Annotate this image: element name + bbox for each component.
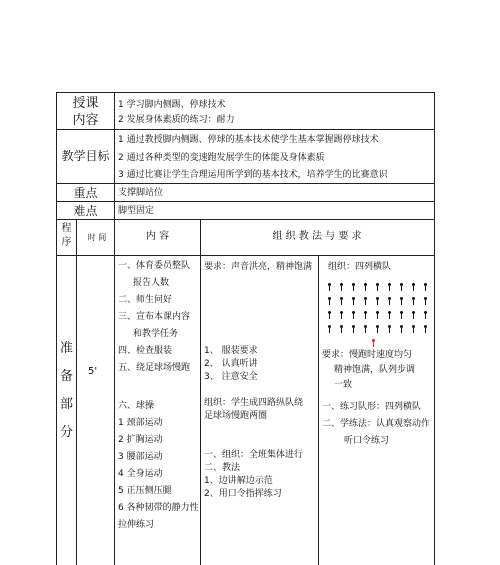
row-divider: [56, 219, 435, 220]
content-item: 和教学任务: [133, 329, 179, 339]
method-list2-item: 一、组织：全班集体进行: [204, 450, 304, 460]
content-item: 五、绕足球场慢跑: [118, 363, 191, 373]
student-figure-icon: [362, 325, 370, 333]
header-method: 组 织 教 法 与 要 求: [272, 231, 362, 242]
method-list1-item: 2、 认真听讲: [204, 359, 258, 369]
student-figure-icon: [410, 297, 418, 305]
content-line-2: 2 发展身体素质的练习：耐力: [118, 115, 235, 125]
content-item: 3 腰部运动: [118, 452, 163, 462]
student-figure-icon: [422, 325, 430, 333]
student-figure-icon: [410, 325, 418, 333]
row-divider: [56, 183, 435, 184]
label-col-divider: [114, 92, 115, 565]
content-item: 4 全身运动: [118, 469, 163, 479]
method-org-line: 组织：学生成四路纵队绕: [204, 398, 304, 408]
student-figure-icon: [386, 283, 394, 291]
content-item: 5 正压侧压腿: [118, 486, 172, 496]
formation-row: [326, 304, 434, 315]
teacher-figure-icon: [370, 339, 378, 347]
student-figure-icon: [398, 311, 406, 319]
student-figure-icon: [398, 297, 406, 305]
student-figure-icon: [386, 325, 394, 333]
header-content: 内 容: [145, 231, 170, 242]
content-item: 四、检查服装: [118, 346, 173, 356]
student-figure-icon: [350, 325, 358, 333]
table-border-right: [434, 92, 435, 565]
method-list2-item: 2、用口令指挥练习: [204, 489, 282, 499]
student-figure-icon: [350, 311, 358, 319]
content-item: 1 颈部运动: [118, 418, 163, 428]
right-requirement-line: 要求：慢跑时速度均匀: [322, 350, 413, 360]
formation-row: [326, 276, 434, 287]
student-figure-icon: [386, 297, 394, 305]
content-item: 二、师生问好: [118, 295, 173, 305]
student-figure-icon: [338, 325, 346, 333]
student-figure-icon: [422, 311, 430, 319]
student-figure-icon: [350, 283, 358, 291]
col-divider-method-inner: [318, 255, 319, 565]
student-figure-icon: [338, 283, 346, 291]
col-divider-procedure: [76, 219, 77, 565]
formation-diagram: [326, 276, 434, 343]
goal-label: 教学目标: [61, 149, 110, 163]
difficulty-label: 难点: [73, 204, 98, 218]
student-figure-icon: [326, 311, 334, 319]
content-item: 报告人数: [133, 278, 170, 288]
goal-line-1: 1 通过教授脚内侧踢、停球的基本技术使学生基本掌握踢停球技术: [118, 135, 379, 145]
formation-row: [326, 290, 434, 301]
content-item: 2 扩胸运动: [118, 435, 163, 445]
student-figure-icon: [410, 283, 418, 291]
key-point-text: 支撑脚站位: [118, 188, 164, 198]
method-list2-item: 1、边讲解边示范: [204, 476, 273, 486]
phase-time: 5': [88, 366, 98, 377]
header-procedure: 程 序: [61, 223, 72, 248]
student-figure-icon: [422, 297, 430, 305]
row-divider: [56, 255, 435, 256]
student-figure-icon: [398, 283, 406, 291]
student-figure-icon: [338, 297, 346, 305]
right-practice-line: 二、学练法：认真观察动作: [322, 419, 431, 429]
goal-line-2: 2 通过各种类型的变速跑发展学生的体能及身体素质: [118, 153, 325, 163]
content-item: 三、宣布本课内容: [118, 312, 191, 322]
student-figure-icon: [326, 297, 334, 305]
student-figure-icon: [362, 311, 370, 319]
row-divider: [56, 201, 435, 202]
student-figure-icon: [362, 297, 370, 305]
goal-line-3: 3 通过比赛让学生合理运用所学到的基本技术，培养学生的比赛意识: [118, 170, 388, 180]
content-item: 拉伸练习: [118, 520, 155, 530]
student-figure-icon: [326, 325, 334, 333]
content-line-1: 1 学习脚内侧踢、停球技术: [118, 100, 226, 110]
student-figure-icon: [326, 283, 334, 291]
student-figure-icon: [422, 283, 430, 291]
student-figure-icon: [350, 297, 358, 305]
col-divider-method: [200, 219, 201, 565]
formation-row: [326, 318, 434, 329]
student-figure-icon: [398, 325, 406, 333]
method-list2-item: 二、教法: [204, 463, 241, 473]
student-figure-icon: [362, 283, 370, 291]
content-label: 授课 内容: [72, 96, 99, 128]
key-point-label: 重点: [73, 186, 98, 200]
student-figure-icon: [374, 297, 382, 305]
content-item: 6 各种韧带的静力性: [118, 503, 199, 513]
method-requirement: 要求：声音洪亮，精神饱满: [204, 262, 313, 272]
right-requirement-line: 一致: [334, 380, 353, 390]
phase-label: 准 备 部 分: [59, 341, 73, 440]
teacher-row: [326, 332, 434, 343]
student-figure-icon: [386, 311, 394, 319]
formation-org: 组织：四列横队: [328, 262, 392, 272]
difficulty-text: 脚型固定: [118, 206, 155, 216]
student-figure-icon: [374, 325, 382, 333]
method-list1-item: 3、 注意安全: [204, 372, 258, 382]
method-list1-item: 1、 服装要求: [204, 346, 258, 356]
student-figure-icon: [374, 311, 382, 319]
right-requirement-line: 精神饱满，队列步调: [334, 365, 416, 375]
content-item: 六、球操: [118, 401, 155, 411]
method-org-line: 足球场慢跑两圈: [204, 411, 268, 421]
header-time: 时 间: [87, 233, 107, 242]
right-practice-line: 一、练习队形：四列横队: [322, 402, 422, 412]
content-item: 一、体育委员整队: [118, 261, 191, 271]
student-figure-icon: [338, 311, 346, 319]
student-figure-icon: [410, 311, 418, 319]
student-figure-icon: [374, 283, 382, 291]
right-practice-line: 听口令练习: [344, 436, 390, 446]
row-divider: [56, 129, 435, 130]
table-border-top: [56, 92, 435, 93]
